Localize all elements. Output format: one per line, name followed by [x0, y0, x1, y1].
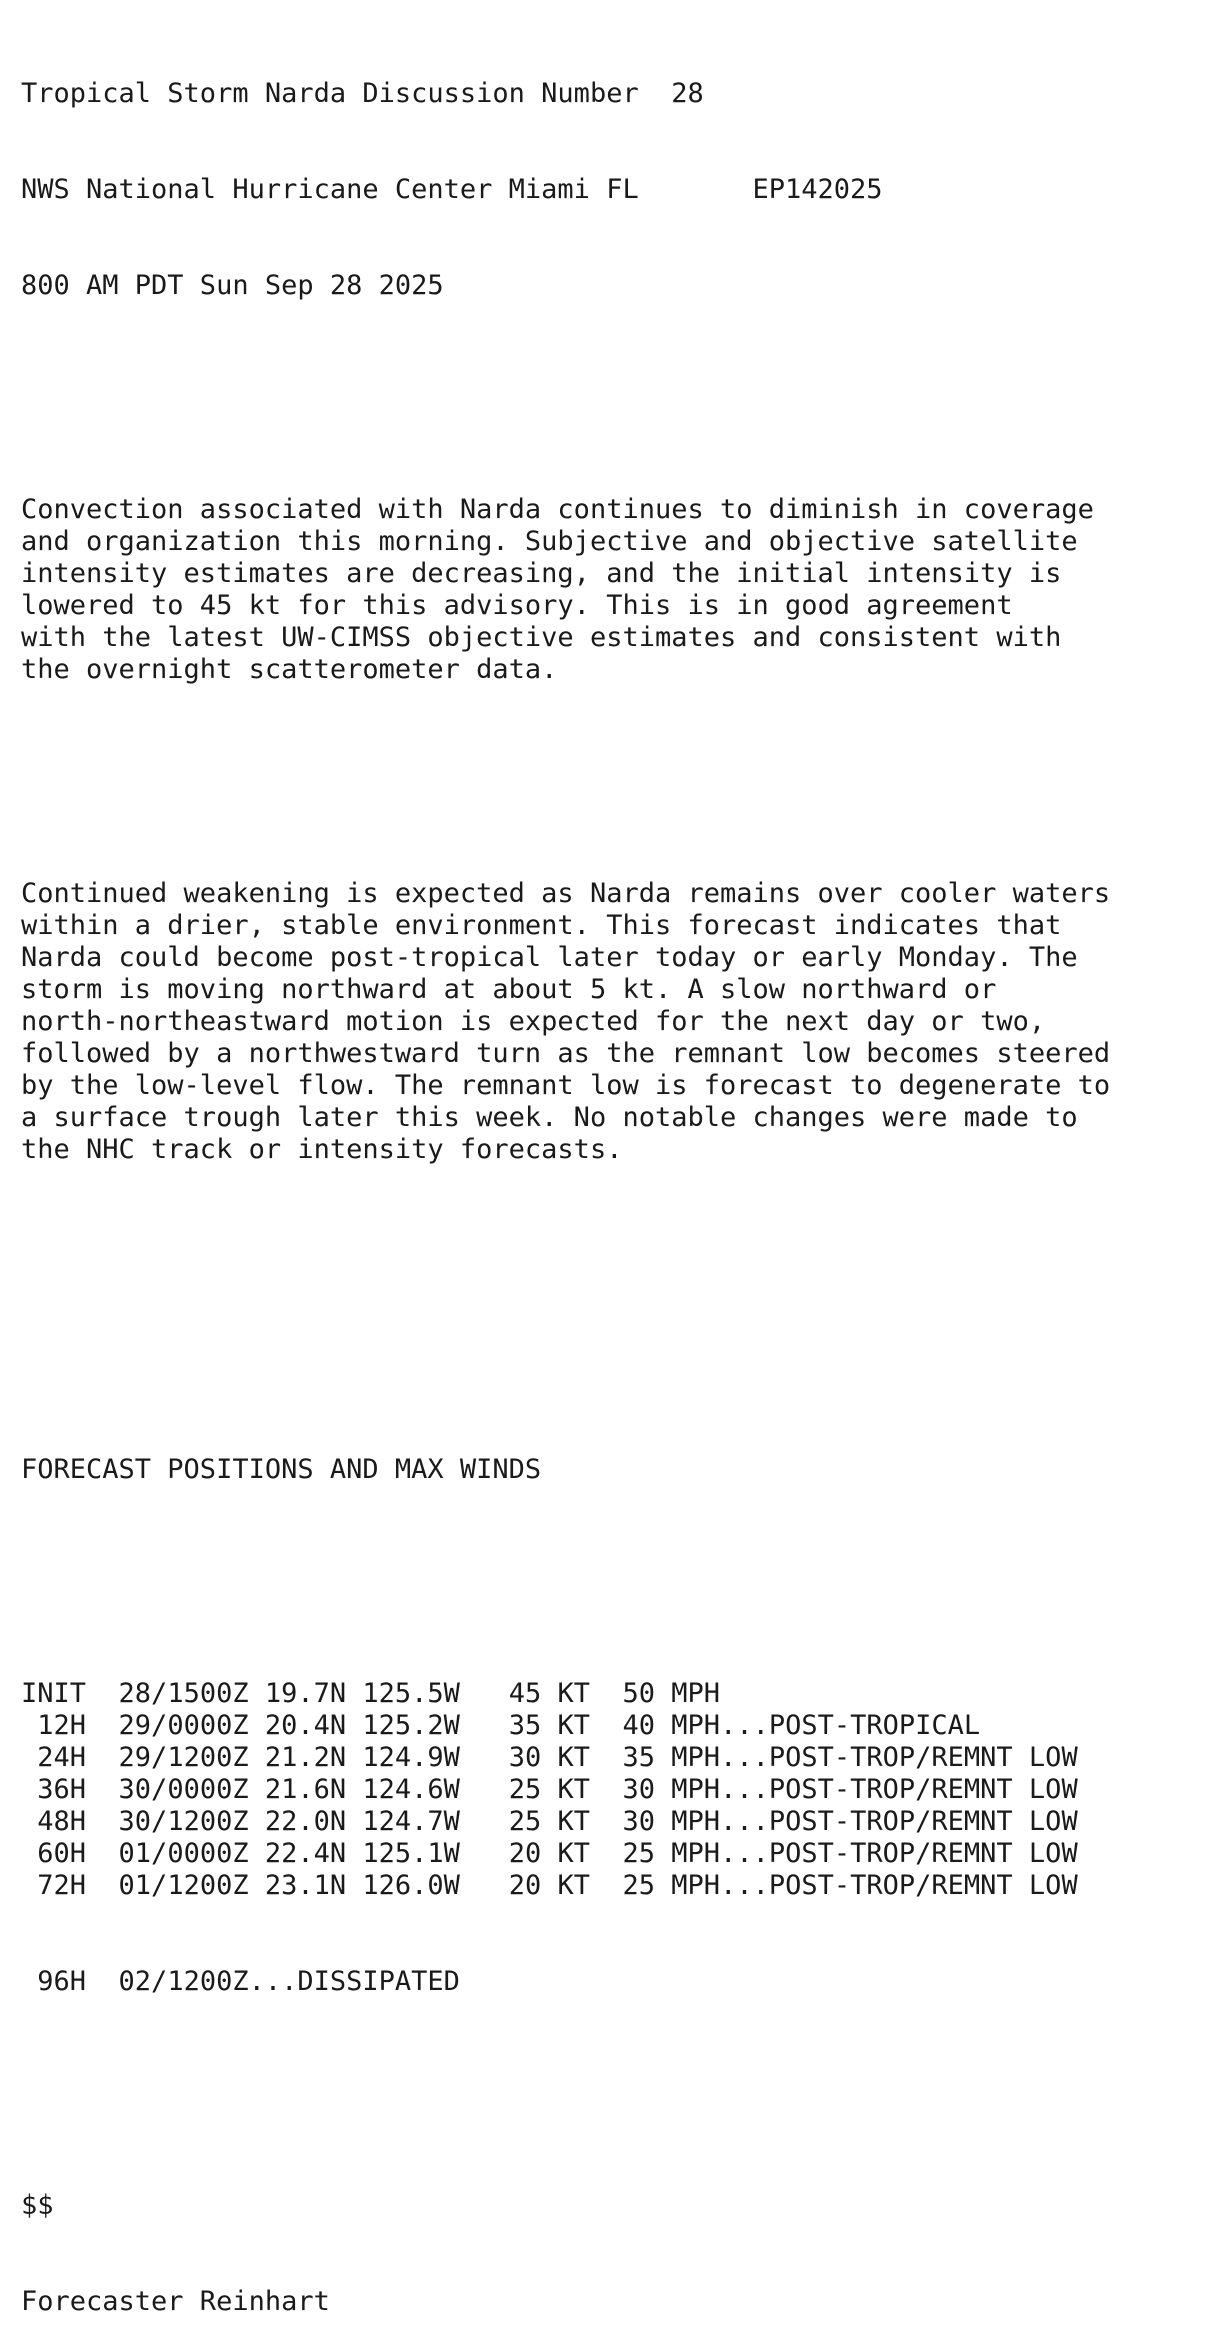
- paragraph-forecast-line: storm is moving northward at about 5 kt. A slow northward or: [21, 974, 997, 1005]
- forecast-note: ...POST-TROPICAL: [720, 1710, 981, 1741]
- office-name: NWS National Hurricane Center Miami FL: [21, 174, 639, 205]
- forecast-wind-kt: 35 KT: [508, 1710, 591, 1741]
- forecast-wind-mph: 25 MPH: [622, 1838, 721, 1869]
- paragraph-intensity-line: the overnight scatterometer data.: [21, 654, 558, 685]
- forecast-hour: INIT: [21, 1678, 87, 1709]
- forecast-latitude: 22.0N: [264, 1806, 347, 1837]
- forecast-latitude: 21.6N: [264, 1774, 347, 1805]
- spacer: [21, 2062, 1110, 2094]
- forecast-row-dissipated: [21, 1966, 1110, 1998]
- forecast-hour: 60H: [21, 1838, 87, 1869]
- forecast-longitude: 125.2W: [362, 1710, 460, 1741]
- spacer: [21, 1230, 1110, 1262]
- forecast-time: 29/1200Z: [118, 1742, 249, 1773]
- forecast-row: [21, 1710, 1110, 1742]
- spacer: [21, 1550, 1110, 1582]
- forecast-time: 01/1200Z: [118, 1870, 249, 1901]
- paragraph-forecast-line: a surface trough later this week. No notable changes were made to: [21, 1102, 1078, 1133]
- issue-time: 800 AM PDT Sun Sep 28 2025: [21, 270, 444, 301]
- forecast-wind-kt: 25 KT: [508, 1806, 591, 1837]
- forecast-longitude: 124.7W: [362, 1806, 460, 1837]
- forecast-wind-mph: 30 MPH: [622, 1806, 721, 1837]
- forecast-hour: 72H: [21, 1870, 87, 1901]
- forecast-longitude: 125.1W: [362, 1838, 460, 1869]
- spacer: [21, 366, 1110, 398]
- paragraph-forecast-line: Narda could become post-tropical later today or early Monday. The: [21, 942, 1078, 973]
- paragraph-forecast-line: within a drier, stable environment. This forecast indicates that: [21, 910, 1062, 941]
- end-marker: $$: [21, 2190, 54, 2221]
- forecast-wind-kt: 30 KT: [508, 1742, 591, 1773]
- paragraph-intensity-line: intensity estimates are decreasing, and the initial intensity is: [21, 558, 1062, 589]
- storm-id: EP142025: [752, 174, 883, 205]
- forecast-row: [21, 1774, 1110, 1806]
- forecast-note: ...POST-TROP/REMNT LOW: [720, 1742, 1078, 1773]
- forecast-longitude: 124.9W: [362, 1742, 460, 1773]
- forecast-hour: 96H: [21, 1966, 87, 1997]
- paragraph-intensity-line: Convection associated with Narda continues to diminish in coverage: [21, 494, 1094, 525]
- forecast-note: ...POST-TROP/REMNT LOW: [720, 1838, 1078, 1869]
- spacer: [21, 1326, 1110, 1358]
- forecast-note: ...POST-TROP/REMNT LOW: [720, 1774, 1078, 1805]
- forecast-row: [21, 1806, 1110, 1838]
- forecast-note: ...POST-TROP/REMNT LOW: [720, 1806, 1078, 1837]
- forecast-row: [21, 1870, 1110, 1902]
- discussion-text: [21, 14, 1110, 2350]
- forecast-dissipated-text: 02/1200Z...DISSIPATED: [118, 1966, 460, 1997]
- forecast-hour: 36H: [21, 1774, 87, 1805]
- forecast-wind-kt: 25 KT: [508, 1774, 591, 1805]
- paragraph-intensity-line: with the latest UW-CIMSS objective estimates and consistent with: [21, 622, 1062, 653]
- spacer: [21, 750, 1110, 782]
- forecast-latitude: 21.2N: [264, 1742, 347, 1773]
- forecast-longitude: 125.5W: [362, 1678, 460, 1709]
- forecast-row: [21, 1838, 1110, 1870]
- forecast-note: ...POST-TROP/REMNT LOW: [720, 1870, 1078, 1901]
- forecast-latitude: 22.4N: [264, 1838, 347, 1869]
- forecast-hour: 12H: [21, 1710, 87, 1741]
- paragraph-intensity-line: lowered to 45 kt for this advisory. This is in good agreement: [21, 590, 1013, 621]
- forecast-longitude: 126.0W: [362, 1870, 460, 1901]
- forecast-wind-kt: 45 KT: [508, 1678, 591, 1709]
- forecast-latitude: 23.1N: [264, 1870, 347, 1901]
- paragraph-intensity: [21, 494, 1110, 686]
- forecast-wind-mph: 35 MPH: [622, 1742, 721, 1773]
- forecast-hour: 24H: [21, 1742, 87, 1773]
- paragraph-forecast-line: north-northeastward motion is expected for the next day or two,: [21, 1006, 1046, 1037]
- forecast-time: 30/0000Z: [118, 1774, 249, 1805]
- forecast-wind-mph: 25 MPH: [622, 1870, 721, 1901]
- product-title: Tropical Storm Narda Discussion Number 28: [21, 78, 704, 109]
- forecast-wind-mph: 30 MPH: [622, 1774, 721, 1805]
- forecast-hour: 48H: [21, 1806, 87, 1837]
- forecast-table: [21, 1678, 1110, 1902]
- paragraph-forecast-line: followed by a northwestward turn as the remnant low becomes steered: [21, 1038, 1111, 1069]
- forecast-heading: FORECAST POSITIONS AND MAX WINDS: [21, 1454, 542, 1485]
- forecast-time: 01/0000Z: [118, 1838, 249, 1869]
- forecast-latitude: 19.7N: [264, 1678, 347, 1709]
- paragraph-forecast-line: the NHC track or intensity forecasts.: [21, 1134, 623, 1165]
- forecast-row: [21, 1742, 1110, 1774]
- forecast-time: 29/0000Z: [118, 1710, 249, 1741]
- office-gap: [639, 174, 753, 205]
- forecast-time: 28/1500Z: [118, 1678, 249, 1709]
- forecast-wind-kt: 20 KT: [508, 1870, 591, 1901]
- forecast-row: [21, 1678, 1110, 1710]
- forecast-wind-mph: 40 MPH: [622, 1710, 721, 1741]
- forecast-latitude: 20.4N: [264, 1710, 347, 1741]
- office-line: [21, 174, 1110, 206]
- forecast-wind-mph: 50 MPH: [622, 1678, 721, 1709]
- paragraph-forecast: [21, 878, 1110, 1166]
- paragraph-forecast-line: by the low-level flow. The remnant low is forecast to degenerate to: [21, 1070, 1111, 1101]
- forecast-longitude: 124.6W: [362, 1774, 460, 1805]
- forecast-time: 30/1200Z: [118, 1806, 249, 1837]
- paragraph-intensity-line: and organization this morning. Subjective and objective satellite: [21, 526, 1078, 557]
- forecaster-name: Forecaster Reinhart: [21, 2286, 330, 2317]
- forecast-wind-kt: 20 KT: [508, 1838, 591, 1869]
- paragraph-forecast-line: Continued weakening is expected as Narda remains over cooler waters: [21, 878, 1111, 909]
